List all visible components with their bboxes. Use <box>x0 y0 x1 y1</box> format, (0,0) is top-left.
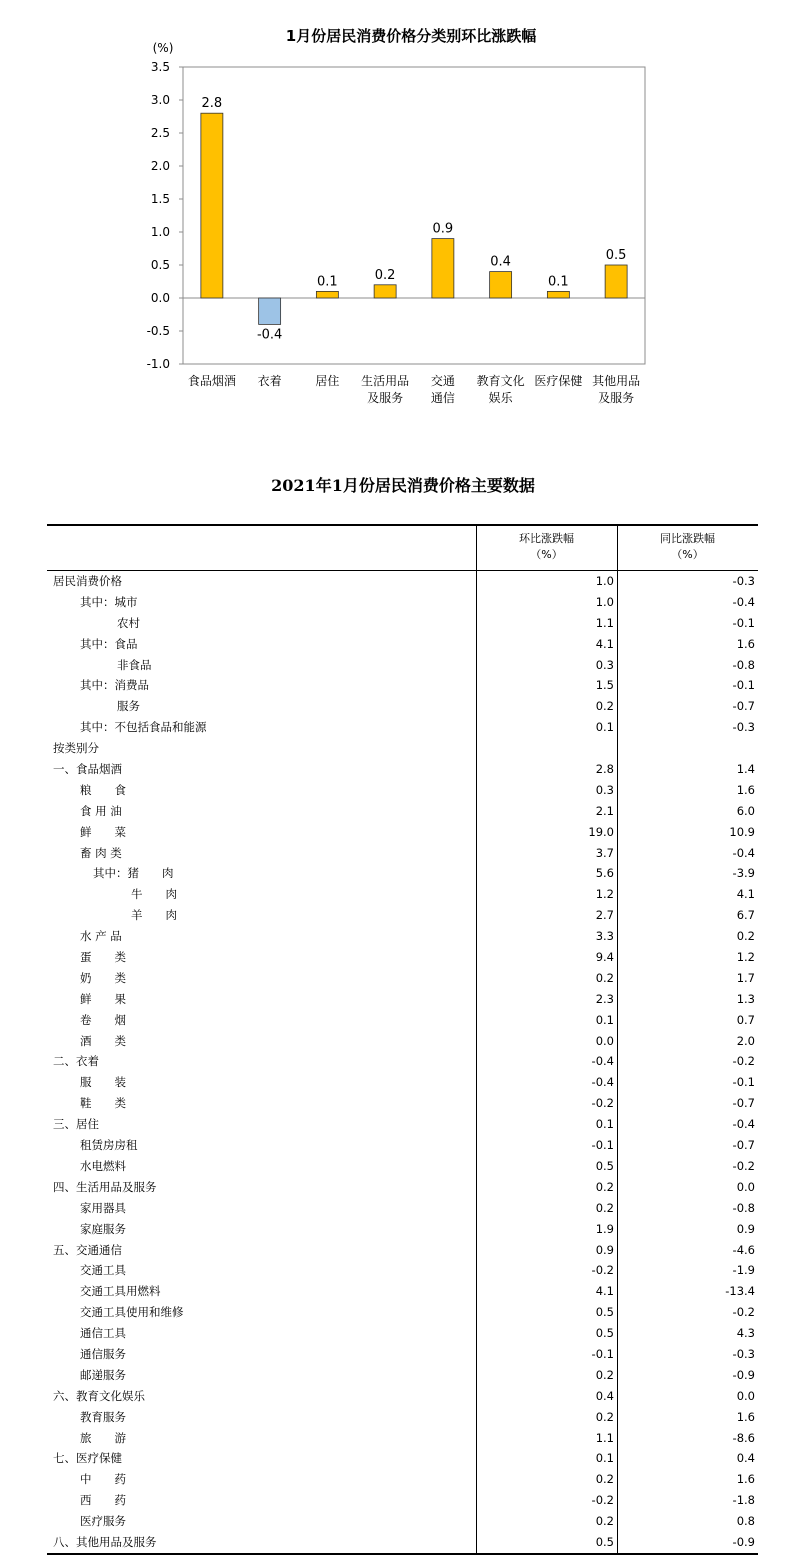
row-label: 水电燃料 <box>80 1158 126 1173</box>
y-tick-label: 1.0 <box>150 225 170 239</box>
yoy-value: -0.2 <box>732 1054 755 1069</box>
row-label: 按类别分 <box>53 741 99 756</box>
yoy-value: -0.2 <box>732 1305 755 1320</box>
mom-value: 1.2 <box>595 887 614 902</box>
mom-value: 1.1 <box>595 615 614 630</box>
table-row <box>47 1323 758 1344</box>
y-tick-label: 0.5 <box>150 258 170 272</box>
x-category-label: 教育文化 <box>476 374 525 388</box>
data-label: 0.1 <box>548 274 569 290</box>
yoy-value: 10.9 <box>729 824 755 839</box>
y-tick-label: 3.5 <box>150 60 170 74</box>
row-label: 卷 烟 <box>80 1012 126 1027</box>
table-row <box>47 822 758 843</box>
mom-value: 0.1 <box>595 720 614 735</box>
yoy-value: 0.8 <box>736 1514 755 1529</box>
mom-value: 4.1 <box>595 636 614 651</box>
row-label: 鲜 菜 <box>80 824 126 839</box>
table-row <box>47 1532 758 1553</box>
table-row <box>47 1365 758 1386</box>
table-row <box>47 1177 758 1198</box>
bar <box>201 113 223 298</box>
x-category-label: 衣着 <box>257 374 282 388</box>
data-label: 0.1 <box>317 274 338 290</box>
table-row <box>47 1072 758 1093</box>
mom-value: -0.4 <box>591 1054 614 1069</box>
plot-area-frame <box>183 67 645 364</box>
row-label: 八、其他用品及服务 <box>53 1534 157 1549</box>
mom-value: 3.7 <box>595 845 614 860</box>
table-row <box>47 592 758 613</box>
chart-title: 1月份居民消费价格分类别环比涨跌幅 <box>285 27 537 45</box>
yoy-value: -1.9 <box>732 1263 755 1278</box>
table-row <box>47 738 758 759</box>
bar <box>432 239 454 298</box>
yoy-value: -0.1 <box>732 1075 755 1090</box>
table-row <box>47 1469 758 1490</box>
mom-value: 0.5 <box>595 1326 614 1341</box>
row-label: 通信服务 <box>80 1346 126 1361</box>
row-label: 羊 肉 <box>131 908 177 923</box>
data-label: -0.4 <box>256 327 283 343</box>
table-row <box>47 926 758 947</box>
table-row <box>47 1407 758 1428</box>
mom-value: 0.0 <box>595 1033 614 1048</box>
row-label: 教育服务 <box>80 1409 126 1424</box>
mom-value: -0.2 <box>591 1096 614 1111</box>
row-label: 鲜 果 <box>80 991 126 1006</box>
yoy-value: -8.6 <box>732 1430 755 1445</box>
y-tick-label: 2.0 <box>150 159 170 173</box>
yoy-value: -13.4 <box>725 1284 755 1299</box>
data-label: 0.4 <box>490 254 511 270</box>
table-row <box>47 905 758 926</box>
mom-value: 1.1 <box>595 1430 614 1445</box>
yoy-value: -0.8 <box>732 657 755 672</box>
row-label: 通信工具 <box>80 1326 126 1341</box>
row-label: 食 用 油 <box>80 803 122 818</box>
row-label: 家用器具 <box>80 1200 126 1215</box>
mom-value: 0.2 <box>595 1514 614 1529</box>
table-row <box>47 1051 758 1072</box>
yoy-value: 1.6 <box>736 782 755 797</box>
row-label: 其中：食品 <box>80 636 138 651</box>
yoy-value: -0.4 <box>732 594 755 609</box>
mom-value: 0.4 <box>595 1388 614 1403</box>
yoy-value: 6.0 <box>736 803 755 818</box>
col-header-yoy <box>617 531 758 563</box>
table-row <box>47 696 758 717</box>
x-category-label: 及服务 <box>367 391 404 405</box>
yoy-value: 6.7 <box>736 908 755 923</box>
mom-value: 2.1 <box>595 803 614 818</box>
row-label: 鞋 类 <box>80 1096 126 1111</box>
yoy-value: 0.9 <box>736 1221 755 1236</box>
mom-value: 1.5 <box>595 678 614 693</box>
x-category-label: 生活用品 <box>361 374 410 388</box>
table-row <box>47 884 758 905</box>
yoy-value: 4.1 <box>736 887 755 902</box>
mom-value: 0.2 <box>595 1200 614 1215</box>
col-header-yoy-unit: （%） <box>671 548 704 561</box>
yoy-value: -0.4 <box>732 845 755 860</box>
table-row <box>47 1198 758 1219</box>
row-label: 其中：城市 <box>80 594 138 609</box>
table-row <box>47 1386 758 1407</box>
mom-value: -0.2 <box>591 1263 614 1278</box>
table-row <box>47 634 758 655</box>
row-label: 牛 肉 <box>131 887 177 902</box>
yoy-value: -3.9 <box>732 866 755 881</box>
row-label: 非食品 <box>117 657 152 672</box>
mom-value: 5.6 <box>595 866 614 881</box>
table-row <box>47 843 758 864</box>
y-tick-label: 1.5 <box>150 192 170 206</box>
table-row <box>47 1219 758 1240</box>
row-label: 奶 类 <box>80 970 126 985</box>
yoy-value: 1.7 <box>736 970 755 985</box>
yoy-value: -0.7 <box>732 1096 755 1111</box>
row-label: 六、教育文化娱乐 <box>53 1388 145 1403</box>
row-label: 家庭服务 <box>80 1221 126 1236</box>
mom-value: 0.2 <box>595 1409 614 1424</box>
mom-value: 1.0 <box>595 574 614 588</box>
mom-value: 2.8 <box>595 762 614 777</box>
mom-value: 1.9 <box>595 1221 614 1236</box>
y-tick-label: 2.5 <box>150 126 170 140</box>
mom-value: 0.5 <box>595 1534 614 1549</box>
bar-chart <box>0 0 806 420</box>
row-label: 旅 游 <box>80 1430 126 1445</box>
yoy-value: 0.7 <box>736 1012 755 1027</box>
mom-value: 0.3 <box>595 657 614 672</box>
mom-value: 19.0 <box>588 824 614 839</box>
yoy-value: -0.3 <box>732 1346 755 1361</box>
row-label: 中 药 <box>80 1472 126 1487</box>
row-label: 三、居住 <box>53 1117 99 1132</box>
table-row <box>47 571 758 592</box>
table-row <box>47 989 758 1010</box>
row-label: 蛋 类 <box>80 950 126 965</box>
yoy-value: -0.9 <box>732 1534 755 1549</box>
y-tick-label: 3.0 <box>150 93 170 107</box>
yoy-value: 0.0 <box>736 1179 755 1194</box>
y-tick-label: -0.5 <box>146 324 170 338</box>
mom-value: 0.2 <box>595 1367 614 1382</box>
table-row <box>47 675 758 696</box>
yoy-value: 1.2 <box>736 950 755 965</box>
table-row <box>47 1240 758 1261</box>
y-axis-unit: (%) <box>152 41 174 55</box>
yoy-value: 1.4 <box>736 762 755 777</box>
mom-value: 0.1 <box>595 1012 614 1027</box>
mom-value: 0.2 <box>595 1179 614 1194</box>
yoy-value: -0.3 <box>732 720 755 735</box>
row-label: 其中：消费品 <box>80 678 149 693</box>
mom-value: 4.1 <box>595 1284 614 1299</box>
table-row <box>47 863 758 884</box>
table-row <box>47 1031 758 1052</box>
y-tick-label: -1.0 <box>146 357 170 371</box>
row-label: 交通工具使用和维修 <box>80 1305 184 1320</box>
row-label: 交通工具用燃料 <box>80 1284 161 1299</box>
row-label: 畜 肉 类 <box>80 845 122 860</box>
table-row <box>47 759 758 780</box>
mom-value: 0.5 <box>595 1305 614 1320</box>
data-label: 2.8 <box>201 96 223 112</box>
table-bottom-rule <box>47 1553 758 1555</box>
table-row <box>47 1344 758 1365</box>
col-header-mom <box>476 531 617 563</box>
yoy-value: -0.8 <box>732 1200 755 1215</box>
row-label: 七、医疗保健 <box>53 1451 122 1466</box>
row-label: 其中：不包括食品和能源 <box>80 720 207 735</box>
yoy-value: 0.0 <box>736 1388 755 1403</box>
table-row <box>47 1093 758 1114</box>
table-row <box>47 1490 758 1511</box>
table-row <box>47 613 758 634</box>
mom-value: 3.3 <box>595 929 614 944</box>
x-category-label: 食品烟酒 <box>187 374 236 388</box>
table-row <box>47 801 758 822</box>
mom-value: 0.3 <box>595 782 614 797</box>
bar <box>374 285 396 298</box>
table-row <box>47 1114 758 1135</box>
table-row <box>47 968 758 989</box>
bar <box>605 265 627 298</box>
bar <box>316 291 338 298</box>
mom-value: -0.1 <box>591 1138 614 1153</box>
table-row <box>47 1010 758 1031</box>
row-label: 居民消费价格 <box>53 574 122 588</box>
table-row <box>47 1302 758 1323</box>
yoy-value: -1.8 <box>732 1493 755 1508</box>
yoy-value: -0.2 <box>732 1158 755 1173</box>
col-header-yoy-label: 同比涨跌幅 <box>660 532 715 545</box>
col-header-mom-label: 环比涨跌幅 <box>519 532 574 545</box>
row-label: 农村 <box>117 615 140 630</box>
data-table <box>47 524 758 1555</box>
mom-value: 2.7 <box>595 908 614 923</box>
x-category-label: 医疗保健 <box>534 374 583 388</box>
yoy-value: -0.1 <box>732 615 755 630</box>
yoy-value: -0.3 <box>732 574 755 588</box>
table-row <box>47 1156 758 1177</box>
yoy-value: 1.6 <box>736 1409 755 1424</box>
table-row <box>47 655 758 676</box>
mom-value: 0.2 <box>595 699 614 714</box>
row-label: 其中：猪 肉 <box>93 866 174 881</box>
yoy-value: 4.3 <box>736 1326 755 1341</box>
table-row <box>47 947 758 968</box>
row-label: 西 药 <box>80 1493 126 1508</box>
yoy-value: 1.6 <box>736 636 755 651</box>
yoy-value: -0.9 <box>732 1367 755 1382</box>
table-row <box>47 780 758 801</box>
row-label: 交通工具 <box>80 1263 126 1278</box>
table-row <box>47 1511 758 1532</box>
mom-value: 0.9 <box>595 1242 614 1257</box>
mom-value: 0.1 <box>595 1451 614 1466</box>
mom-value: 1.0 <box>595 594 614 609</box>
mom-value: 0.1 <box>595 1117 614 1132</box>
x-category-label: 其他用品 <box>592 374 641 388</box>
yoy-value: 2.0 <box>736 1033 755 1048</box>
row-label: 四、生活用品及服务 <box>53 1179 157 1194</box>
row-label: 租赁房房租 <box>80 1138 138 1153</box>
row-label: 服务 <box>117 699 140 714</box>
mom-value: 9.4 <box>595 950 614 965</box>
data-label: 0.5 <box>605 248 627 263</box>
mom-value: 0.5 <box>595 1158 614 1173</box>
row-label: 粮 食 <box>80 782 126 797</box>
table-row <box>47 1281 758 1302</box>
row-label: 五、交通通信 <box>53 1242 122 1257</box>
mom-value: 0.2 <box>595 1472 614 1487</box>
table-row <box>47 717 758 738</box>
row-label: 酒 类 <box>80 1033 126 1048</box>
x-category-label: 娱乐 <box>488 391 513 405</box>
table-row <box>47 1260 758 1281</box>
row-label: 一、食品烟酒 <box>53 762 122 777</box>
row-label: 二、衣着 <box>53 1054 99 1069</box>
y-tick-label: 0.0 <box>150 291 170 305</box>
yoy-value: -4.6 <box>732 1242 755 1257</box>
mom-value: -0.1 <box>591 1346 614 1361</box>
mom-value: 2.3 <box>595 991 614 1006</box>
col-header-mom-unit: （%） <box>530 548 563 561</box>
bar <box>490 272 512 298</box>
yoy-value: -0.7 <box>732 699 755 714</box>
table-row <box>47 1135 758 1156</box>
x-category-label: 交通 <box>430 374 455 388</box>
mom-value: 0.2 <box>595 970 614 985</box>
mom-value: -0.2 <box>591 1493 614 1508</box>
yoy-value: 0.2 <box>736 929 755 944</box>
x-category-label: 及服务 <box>598 391 635 405</box>
row-label: 服 装 <box>80 1075 126 1090</box>
row-label: 邮递服务 <box>80 1367 126 1382</box>
table-body <box>47 571 758 1553</box>
data-label: 0.9 <box>432 221 454 237</box>
bar <box>259 298 281 324</box>
yoy-value: -0.1 <box>732 678 755 693</box>
row-label: 医疗服务 <box>80 1514 126 1529</box>
x-category-label: 居住 <box>315 374 340 388</box>
data-label: 0.2 <box>374 267 396 283</box>
yoy-value: 0.4 <box>736 1451 755 1466</box>
yoy-value: 1.3 <box>736 991 755 1006</box>
table-header <box>47 524 758 571</box>
x-category-label: 通信 <box>430 391 455 405</box>
row-label: 水 产 品 <box>80 929 122 944</box>
yoy-value: 1.6 <box>736 1472 755 1487</box>
table-row <box>47 1448 758 1469</box>
table-title: 2021年1月份居民消费价格主要数据 <box>271 476 535 495</box>
chart-container <box>0 0 806 420</box>
yoy-value: -0.4 <box>732 1117 755 1132</box>
bar <box>547 291 569 298</box>
mom-value: -0.4 <box>591 1075 614 1090</box>
table-row <box>47 1428 758 1449</box>
yoy-value: -0.7 <box>732 1138 755 1153</box>
